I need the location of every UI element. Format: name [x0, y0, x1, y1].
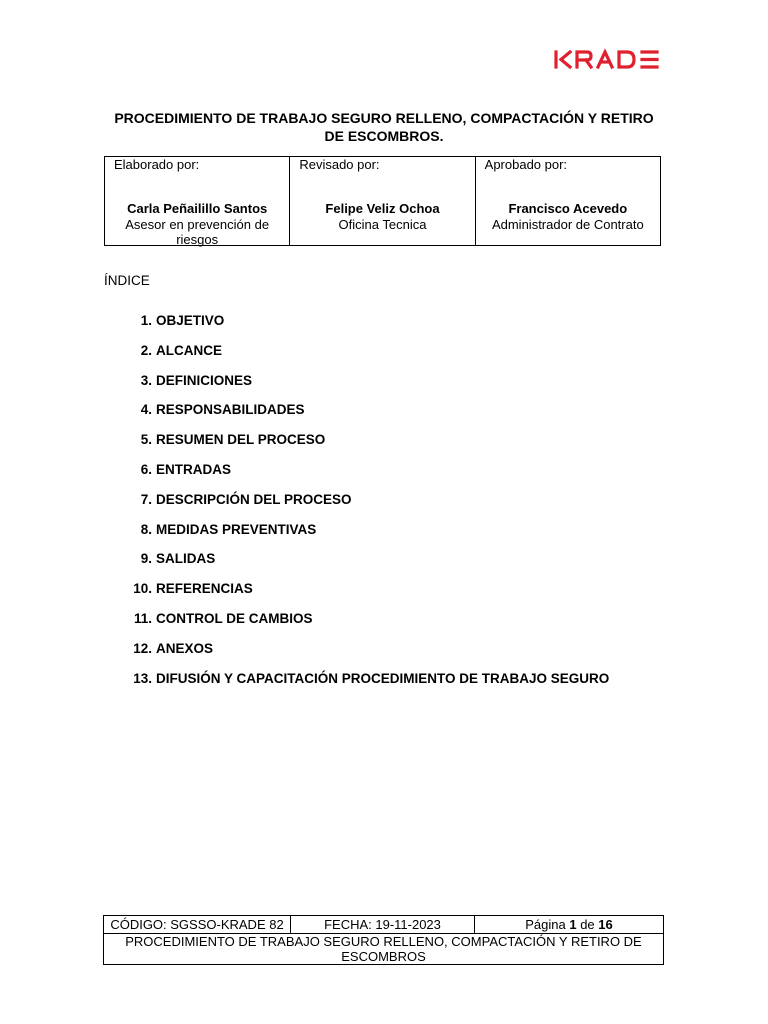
index-item-number: 4.: [140, 402, 152, 418]
index-item-number: 9.: [140, 551, 152, 567]
page-current: 1: [569, 917, 577, 932]
index-item-text: MEDIDAS PREVENTIVAS: [156, 521, 317, 537]
index-item-text: ENTRADAS: [156, 461, 232, 477]
index-title: ÍNDICE: [104, 273, 150, 288]
page-number: [475, 916, 664, 934]
index-item-number: 6.: [140, 461, 152, 477]
index-item: [104, 372, 609, 402]
approved-by-role: Administrador de Contrato: [491, 217, 644, 232]
index-item: [104, 431, 609, 461]
index-item: [104, 342, 609, 372]
approved-by-name: Francisco Acevedo: [508, 201, 628, 216]
prepared-by-cell: [105, 157, 290, 246]
index-item-text: ANEXOS: [156, 640, 214, 656]
index-item-text: SALIDAS: [156, 551, 216, 567]
footer-document-title: PROCEDIMIENTO DE TRABAJO SEGURO RELLENO, COMPACTACIÓN Y RETIRO DE ESCOMBROS: [104, 934, 664, 965]
index-item-text: REFERENCIAS: [156, 581, 253, 597]
index-item: [104, 640, 609, 670]
reviewed-by-label: Revisado por:: [299, 157, 380, 172]
footer-table: [103, 915, 664, 965]
approved-by-label: Aprobado por:: [484, 157, 568, 172]
approved-by-cell: [475, 157, 660, 246]
document-code: CÓDIGO: SGSSO-KRADE 82: [104, 916, 291, 934]
index-item-number: 10.: [133, 581, 152, 597]
approval-table: [104, 156, 661, 246]
index-item-number: 11.: [133, 610, 152, 626]
index-item: [104, 580, 609, 610]
prepared-by-label: Elaborado por:: [114, 157, 200, 172]
index-item-text: ALCANCE: [156, 342, 222, 358]
index-item-text: DEFINICIONES: [156, 372, 253, 388]
index-item-text: CONTROL DE CAMBIOS: [156, 610, 313, 626]
index-item-number: 3.: [140, 372, 152, 388]
index-list: [104, 312, 609, 699]
index-item-text: DIFUSIÓN Y CAPACITACIÓN PROCEDIMIENTO DE TRABAJO SEGURO: [156, 670, 610, 686]
krade-logo-mark: [553, 46, 661, 72]
index-item-number: 8.: [140, 521, 152, 537]
index-item-number: 12.: [133, 640, 152, 656]
index-item-number: 7.: [140, 491, 152, 507]
index-item-text: DESCRIPCIÓN DEL PROCESO: [156, 491, 352, 507]
krade-logo: [553, 46, 661, 72]
page-total: 16: [598, 917, 613, 932]
page-separator: de: [580, 917, 595, 932]
reviewed-by-cell: [290, 157, 475, 246]
index-item-number: 1.: [140, 313, 152, 328]
index-item-text: RESUMEN DEL PROCESO: [156, 432, 326, 448]
index-item-number: 13.: [133, 670, 152, 686]
index-item: [104, 521, 609, 551]
index-item: [104, 312, 609, 342]
index-item: [104, 670, 609, 700]
reviewed-by-name: Felipe Veliz Ochoa: [325, 201, 440, 216]
document-title: PROCEDIMIENTO DE TRABAJO SEGURO RELLENO, COMPACTACIÓN Y RETIRO DE ESCOMBROS.: [114, 110, 654, 144]
index-item: [104, 550, 609, 580]
page-prefix: Página: [525, 917, 566, 932]
index-item-text: RESPONSABILIDADES: [156, 402, 305, 418]
document-date: FECHA: 19-11-2023: [291, 916, 475, 934]
index-item: [104, 610, 609, 640]
index-item: [104, 461, 609, 491]
index-item: [104, 401, 609, 431]
reviewed-by-role: Oficina Tecnica: [338, 217, 427, 232]
index-item-number: 5.: [140, 432, 152, 448]
prepared-by-name: Carla Peñailillo Santos: [127, 201, 268, 216]
prepared-by-role: Asesor en prevención de riesgos: [125, 217, 270, 247]
index-item: [104, 491, 609, 521]
index-item-text: OBJETIVO: [156, 313, 225, 328]
index-item-number: 2.: [140, 342, 152, 358]
